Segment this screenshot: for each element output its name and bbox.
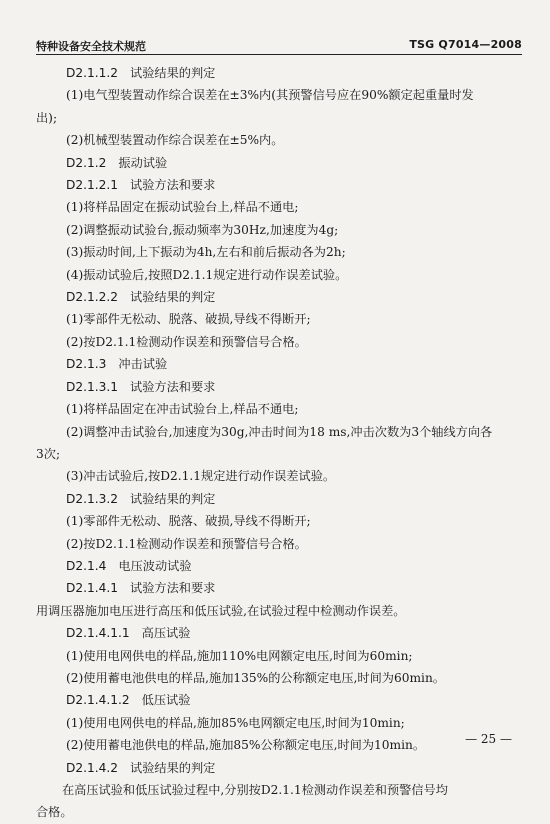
header-title: 特种设备安全技术规范 — [36, 40, 146, 53]
list-item: (2)使用蓄电池供电的样品,施加135%的公称额定电压,时间为60min。 — [66, 670, 445, 685]
list-item: (1)将样品固定在冲击试验台上,样品不通电; — [66, 402, 299, 417]
document-body — [36, 62, 522, 824]
section-heading — [36, 152, 522, 174]
section-number: D2.1.1.2 — [66, 66, 119, 80]
list-item: (3)冲击试验后,按D2.1.1规定进行动作误差试验。 — [66, 469, 336, 484]
list-item: (1)使用电网供电的样品,施加85%电网额定电压,时间为10min; — [66, 715, 405, 730]
section-heading — [36, 577, 522, 599]
continuation-line: 3次; — [36, 446, 61, 461]
list-item: (3)振动时间,上下振动为4h,左右和前后振动各为2h; — [66, 245, 346, 260]
section-number: D2.1.4.1.2 — [66, 693, 130, 708]
section-heading — [36, 174, 522, 196]
list-item: (2)机械型装置动作综合误差在±5%内。 — [66, 133, 284, 148]
section-heading — [36, 286, 522, 308]
section-title: 试验方法和要求 — [130, 178, 216, 193]
continuation-line: 合格。 — [36, 805, 73, 820]
section-number: D2.1.2 — [66, 155, 107, 170]
header-standard-code: TSG Q7014—2008 — [409, 38, 522, 51]
section-title: 振动试验 — [118, 155, 168, 170]
section-number: D2.1.4.1.1 — [66, 626, 130, 641]
list-item: (2)调整冲击试验台,加速度为30g,冲击时间为18 ms,冲击次数为3个轴线方向各 — [66, 424, 493, 439]
list-item: (1)使用电网供电的样品,施加110%电网额定电压,时间为60min; — [66, 648, 413, 663]
section-title: 试验结果的判定 — [130, 290, 216, 305]
section-title: 试验方法和要求 — [130, 581, 216, 596]
section-number: D2.1.3 — [66, 357, 107, 372]
section-heading — [36, 689, 522, 711]
list-item: (1)零部件无松动、脱落、破损,导线不得断开; — [66, 312, 311, 327]
section-heading — [36, 62, 522, 84]
page-number: — 25 — — [465, 732, 512, 746]
section-heading — [36, 622, 522, 644]
section-heading — [36, 376, 522, 398]
section-title: 高压试验 — [141, 626, 191, 641]
section-heading — [36, 555, 522, 577]
running-header — [36, 38, 522, 55]
section-number: D2.1.4.1 — [66, 581, 119, 596]
section-number: D2.1.3.2 — [66, 491, 119, 506]
list-item: (2)按D2.1.1检测动作误差和预警信号合格。 — [66, 536, 307, 551]
section-number: D2.1.3.1 — [66, 379, 119, 394]
list-item: (1)电气型装置动作综合误差在±3%内(其预警信号应在90%额定起重量时发 — [66, 88, 474, 103]
section-title: 试验结果的判定 — [130, 760, 216, 775]
section-title: 试验结果的判定 — [130, 66, 216, 80]
section-number: D2.1.4 — [66, 558, 107, 573]
list-item: (2)使用蓄电池供电的样品,施加85%公称额定电压,时间为10min。 — [66, 738, 426, 753]
section-title: 低压试验 — [141, 693, 191, 708]
section-number: D2.1.2.1 — [66, 178, 119, 193]
section-title: 电压波动试验 — [118, 558, 192, 573]
section-title: 试验方法和要求 — [130, 379, 216, 394]
list-item: (2)调整振动试验台,振动频率为30Hz,加速度为4g; — [66, 222, 339, 237]
section-number: D2.1.4.2 — [66, 760, 119, 775]
section-title: 冲击试验 — [118, 357, 168, 372]
section-number: D2.1.2.2 — [66, 290, 119, 305]
section-heading — [36, 488, 522, 510]
paragraph-line: 在高压试验和低压试验过程中,分别按D2.1.1检测动作误差和预警信号均 — [62, 783, 448, 797]
section-heading — [36, 757, 522, 779]
section-title: 试验结果的判定 — [130, 491, 216, 506]
list-item: (1)将样品固定在振动试验台上,样品不通电; — [66, 200, 299, 215]
list-item: (4)振动试验后,按照D2.1.1规定进行动作误差试验。 — [66, 267, 348, 282]
continuation-line: 出); — [36, 110, 58, 125]
section-heading — [36, 353, 522, 375]
continuation-line: 用调压器施加电压进行高压和低压试验,在试验过程中检测动作误差。 — [36, 603, 406, 618]
list-item: (1)零部件无松动、脱落、破损,导线不得断开; — [66, 514, 311, 529]
list-item: (2)按D2.1.1检测动作误差和预警信号合格。 — [66, 334, 307, 349]
